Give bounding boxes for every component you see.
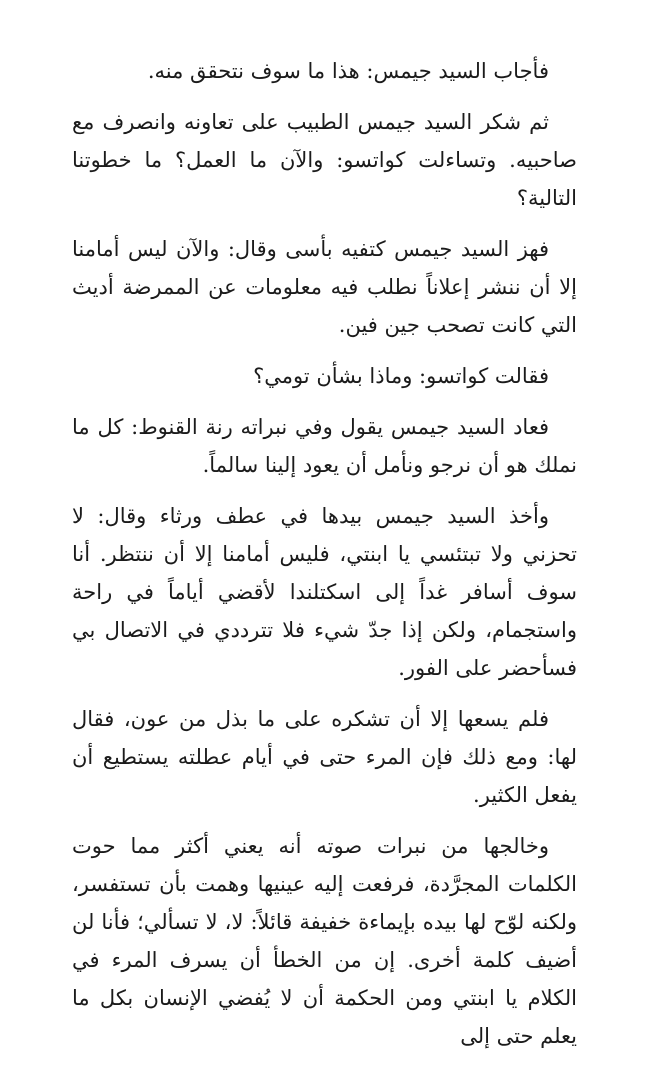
paragraph-8: وخالجها من نبرات صوته أنه يعني أكثر مما حوت الكلمات المجرَّدة، فرفعت إليه عينيها وهمت بأن تستفسر، ولكنه لوّح لها بيده بإيماءة خفيفة قائلاً: لا، لا تسألي؛ فأنا لن أضيف كلمة أخرى. إن من الخطأ أن يسرف المرء في الكلام يا ابنتي ومن الحكمة أن لا يُفضي الإنسان بكل ما يعلم حتى إلى	[72, 834, 577, 1048]
paragraph-4: فقالت كواتسو: وماذا بشأن تومي؟	[253, 364, 549, 388]
book-page	[72, 52, 577, 1068]
paragraph-5: فعاد السيد جيمس يقول وفي نبراته رنة القنوط: كل ما نملك هو أن نرجو ونأمل أن يعود إلينا سالماً.	[72, 415, 577, 477]
paragraph-2: ثم شكر السيد جيمس الطبيب على تعاونه وانصرف مع صاحبيه. وتساءلت كواتسو: والآن ما العمل؟ ما خطوتنا التالية؟	[72, 110, 577, 210]
paragraph-3: فهز السيد جيمس كتفيه بأسى وقال: والآن ليس أمامنا إلا أن ننشر إعلاناً نطلب فيه معلومات عن الممرضة أديث التي كانت تصحب جين فين.	[72, 237, 577, 337]
paragraph-1: فأجاب السيد جيمس: هذا ما سوف نتحقق منه.	[147, 59, 549, 83]
paragraph-6: وأخذ السيد جيمس بيدها في عطف ورثاء وقال: لا تحزني ولا تبتئسي يا ابنتي، فليس أمامنا إلا أن ننتظر. أنا سوف أسافر غداً إلى اسكتلندا لأقضي أياماً في راحة واستجمام، ولكن إذا جدّ شيء فلا تترددي في الاتصال بي فسأحضر على الفور.	[72, 504, 577, 680]
paragraph-7: فلم يسعها إلا أن تشكره على ما بذل من عون، فقال لها: ومع ذلك فإن المرء حتى في أيام عطلته يستطيع أن يفعل الكثير.	[72, 707, 577, 807]
